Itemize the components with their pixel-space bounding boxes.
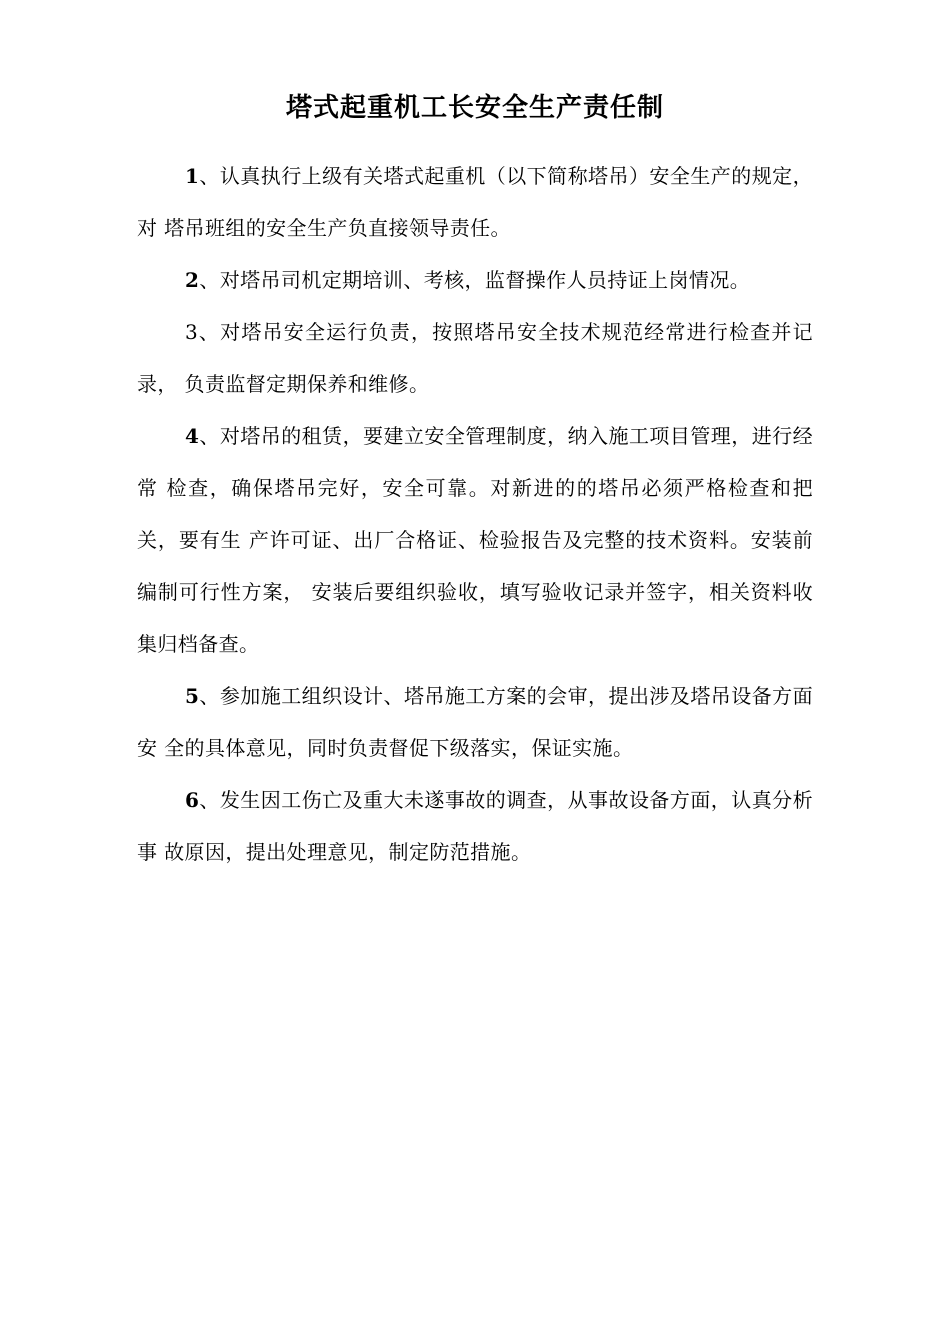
clause-number: 5 [185, 684, 200, 708]
document-title: 塔式起重机工长安全生产责任制 [285, 93, 664, 123]
clause-5 [137, 670, 813, 774]
clause-number: 2 [185, 268, 200, 292]
document-body [137, 150, 813, 878]
clause-2 [137, 254, 813, 306]
clause-1 [137, 150, 813, 254]
clause-text: 、认真执行上级有关塔式起重机（以下简称塔吊）安全生产的规定，对 塔吊班组的安全生产负直接领导责任。 [137, 164, 813, 240]
clause-text: 、对塔吊司机定期培训、考核，监督操作人员持证上岗情况。 [199, 268, 751, 292]
clause-number: 4 [185, 424, 200, 448]
clause-text: 、对塔吊的租赁，要建立安全管理制度，纳入施工项目管理，进行经常 检查，确保塔吊完好，安全可靠。对新进的的塔吊必须严格检查和把关，要有生 产许可证、出厂合格证、检验报告及完整的技术资料。安装前编制可行性方案， 安装后要组织验收，填写验收记录并签字，相关资料收集归档备查。 [137, 424, 813, 656]
clause-number: 6 [185, 788, 200, 812]
clause-6 [137, 774, 813, 878]
clause-3 [137, 306, 813, 410]
clause-number: 1 [185, 164, 200, 188]
clause-text: 、对塔吊安全运行负责，按照塔吊安全技术规范经常进行检查并记录， 负责监督定期保养和维修。 [137, 320, 813, 396]
clause-text: 、发生因工伤亡及重大未遂事故的调查，从事故设备方面，认真分析事 故原因，提出处理意见，制定防范措施。 [137, 788, 813, 864]
clause-text: 、参加施工组织设计、塔吊施工方案的会审，提出涉及塔吊设备方面安 全的具体意见，同时负责督促下级落实，保证实施。 [137, 684, 813, 760]
clause-number: 3 [185, 320, 199, 344]
clause-4 [137, 410, 813, 670]
